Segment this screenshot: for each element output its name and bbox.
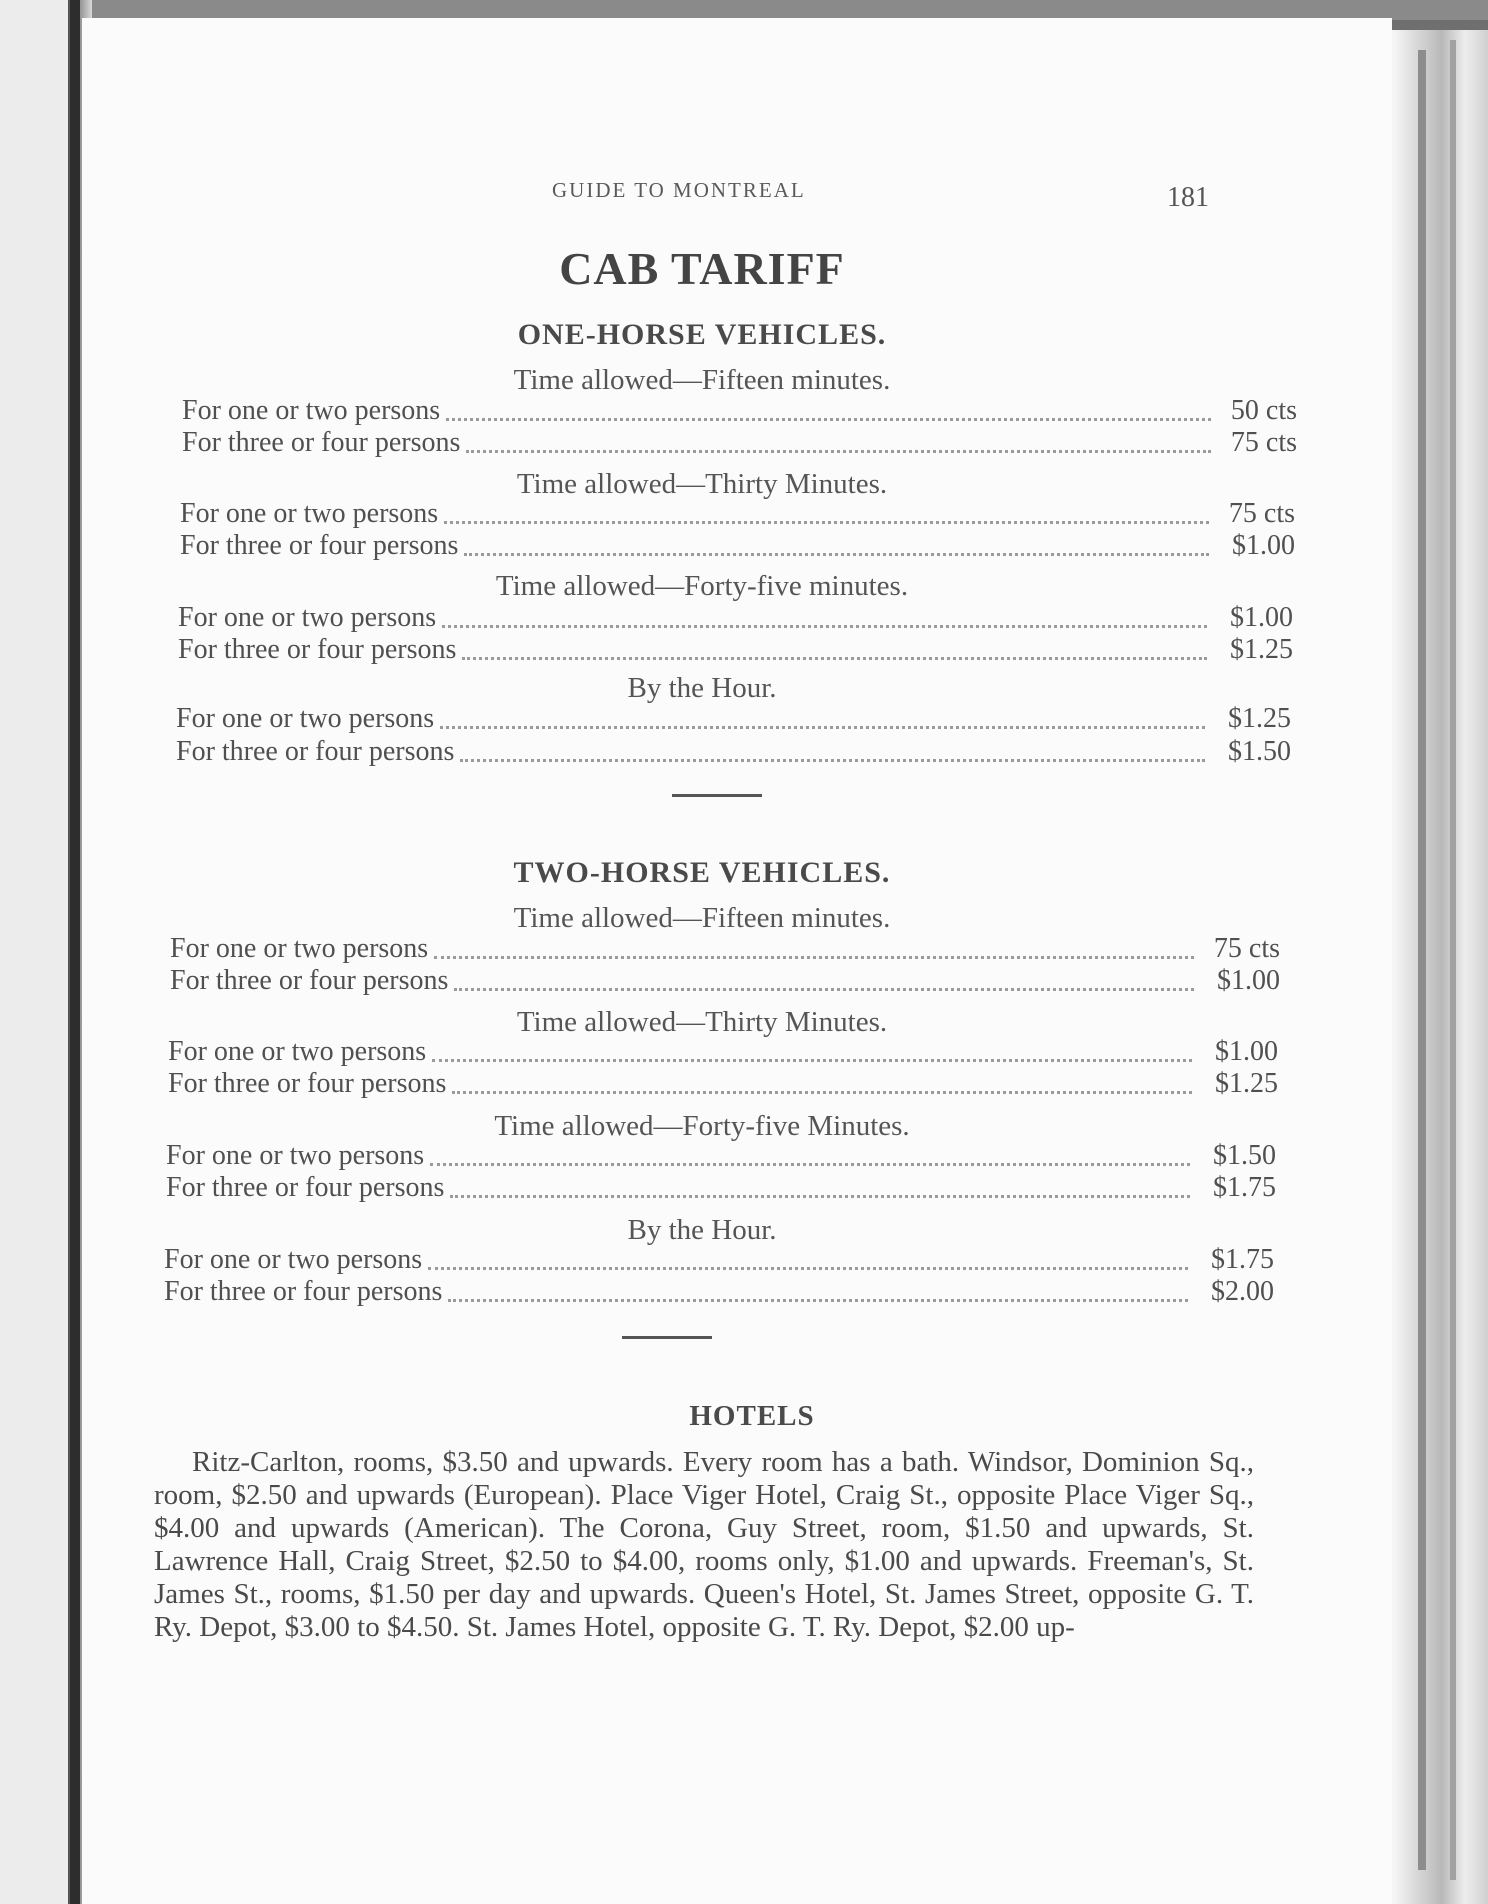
facing-page-edge <box>0 0 68 1904</box>
leader-dots <box>452 1091 1192 1094</box>
tariff-label: For one or two persons <box>180 498 439 529</box>
tariff-price: 75 cts <box>1228 498 1295 529</box>
tariff-label: For one or two persons <box>182 395 441 426</box>
scan-top-edge <box>0 0 1488 20</box>
tariff-label: For three or four persons <box>170 965 449 996</box>
tariff-row <box>166 1138 1276 1172</box>
tariff-row <box>164 1274 1274 1308</box>
tariff-row <box>180 528 1295 562</box>
tariff-price: $1.75 <box>1211 1244 1274 1275</box>
tariff-label: For one or two persons <box>164 1244 423 1275</box>
page-title: CAB TARIFF <box>559 243 845 294</box>
time-allowed-heading: Time allowed—Forty-five minutes. <box>495 570 909 602</box>
time-allowed-heading: Time allowed—Fifteen minutes. <box>513 364 891 396</box>
leader-dots <box>446 418 1211 421</box>
leader-dots <box>444 521 1209 524</box>
tariff-price: $1.25 <box>1228 703 1291 734</box>
leader-dots <box>464 553 1209 556</box>
tariff-row <box>182 393 1297 427</box>
tariff-price: $1.25 <box>1215 1068 1278 1099</box>
tariff-price: $2.00 <box>1211 1276 1274 1307</box>
tariff-price: $1.00 <box>1230 602 1293 633</box>
tariff-price: $1.50 <box>1228 736 1291 767</box>
leader-dots <box>430 1163 1190 1166</box>
tariff-row <box>178 600 1293 634</box>
tariff-label: For three or four persons <box>182 427 461 458</box>
tariff-label: For three or four persons <box>178 634 457 665</box>
tariff-row <box>164 1242 1274 1276</box>
section-divider <box>622 1336 712 1339</box>
leader-dots <box>466 450 1211 453</box>
tariff-label: For three or four persons <box>180 530 459 561</box>
time-allowed-heading: Time allowed—Fifteen minutes. <box>513 902 891 934</box>
time-allowed-heading: Time allowed—Thirty Minutes. <box>516 468 888 500</box>
tariff-price: $1.00 <box>1215 1036 1278 1067</box>
tariff-price: $1.25 <box>1230 634 1293 665</box>
leader-dots <box>450 1195 1190 1198</box>
tariff-label: For one or two persons <box>166 1140 425 1171</box>
tariff-label: For three or four persons <box>166 1172 445 1203</box>
page-number: 181 <box>1167 182 1209 213</box>
page-edge-line <box>1418 50 1426 1870</box>
time-allowed-heading: By the Hour. <box>627 1214 777 1246</box>
leader-dots <box>440 726 1205 729</box>
leader-dots <box>462 657 1207 660</box>
tariff-price: 75 cts <box>1213 933 1280 964</box>
time-allowed-heading: By the Hour. <box>627 672 777 704</box>
tariff-row <box>166 1170 1276 1204</box>
leader-dots <box>454 988 1194 991</box>
page-edge-line <box>1450 40 1456 1880</box>
tariff-label: For one or two persons <box>168 1036 427 1067</box>
tariff-row <box>168 1034 1278 1068</box>
leader-dots <box>442 625 1207 628</box>
tariff-row <box>180 496 1295 530</box>
tariff-row <box>176 701 1291 735</box>
tariff-row <box>170 963 1280 997</box>
hotels-heading: HOTELS <box>689 1400 815 1432</box>
leader-dots <box>432 1059 1192 1062</box>
section-heading-two-horse: TWO-HORSE VEHICLES. <box>513 856 891 889</box>
tariff-price: 75 cts <box>1230 427 1297 458</box>
tariff-price: $1.00 <box>1217 965 1280 996</box>
leader-dots <box>434 956 1194 959</box>
tariff-price: 50 cts <box>1230 395 1297 426</box>
tariff-row <box>182 425 1297 459</box>
book-page <box>82 18 1392 1904</box>
tariff-row <box>168 1066 1278 1100</box>
section-heading-one-horse: ONE-HORSE VEHICLES. <box>517 318 887 351</box>
section-divider <box>672 794 762 797</box>
leader-dots <box>448 1299 1188 1302</box>
tariff-row <box>170 931 1280 965</box>
leader-dots <box>428 1267 1188 1270</box>
tariff-row <box>178 632 1293 666</box>
tariff-price: $1.50 <box>1213 1140 1276 1171</box>
tariff-row <box>176 734 1291 768</box>
time-allowed-heading: Time allowed—Thirty Minutes. <box>516 1006 888 1038</box>
tariff-price: $1.75 <box>1213 1172 1276 1203</box>
tariff-label: For one or two persons <box>176 703 435 734</box>
running-head: GUIDE TO MONTREAL <box>552 178 806 202</box>
tariff-label: For one or two persons <box>170 933 429 964</box>
tariff-label: For three or four persons <box>168 1068 447 1099</box>
time-allowed-heading: Time allowed—Forty-five Minutes. <box>494 1110 910 1142</box>
hotels-paragraph: Ritz-Carlton, rooms, $3.50 and upwards. Every room has a bath. Windsor, Dominion Sq., room, $2.50 and upwards (European). Place Viger Hotel, Craig St., opposite Place Viger Sq., $4.00 and upwards (American). The Corona, Guy Street, room, $1.50 and upwards, St. Lawrence Hall, Craig Street, $2.50 to $4.00, rooms only, $1.00 and upwards. Freeman's, St. James St., rooms, $1.50 per day and upwards. Queen's Hotel, St. James Street, opposite G. T. Ry. Depot, $3.00 to $4.50. St. James Hotel, opposite G. T. Ry. Depot, $2.00 up- <box>154 1446 1254 1643</box>
tariff-label: For three or four persons <box>176 736 455 767</box>
tariff-label: For one or two persons <box>178 602 437 633</box>
spine-gutter <box>70 0 80 1904</box>
tariff-price: $1.00 <box>1232 530 1295 561</box>
leader-dots <box>460 759 1205 762</box>
tariff-label: For three or four persons <box>164 1276 443 1307</box>
